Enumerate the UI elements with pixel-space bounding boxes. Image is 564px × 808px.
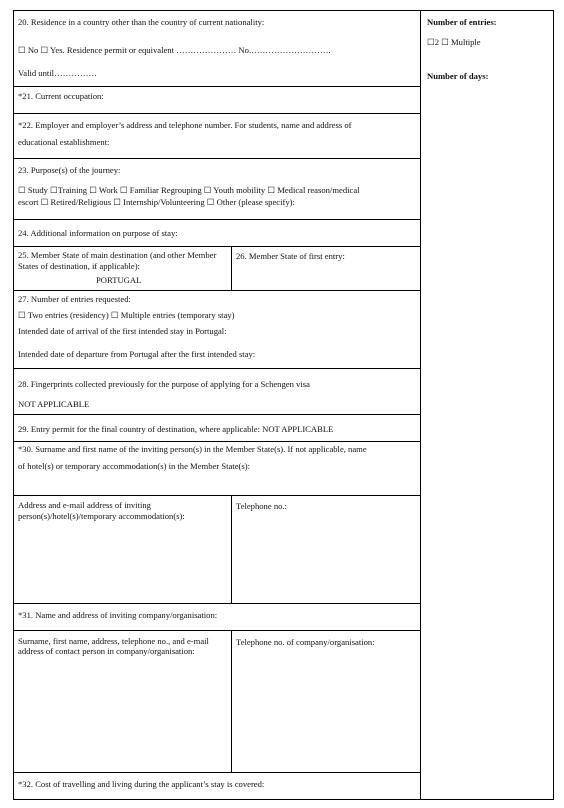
form-main-column [14,11,420,799]
field-32-cost-coverage[interactable] [14,773,420,799]
field-31-label: *31. Name and address of inviting company/organisation: [18,610,218,620]
field-20-residence [14,11,420,87]
field-27-options[interactable]: ☐ Two entries (residency) ☐ Multiple entries (temporary stay) [18,310,235,320]
field-31-contact-row [14,631,420,773]
field-30-phone-label[interactable]: Telephone no.: [236,501,287,511]
entries-options[interactable]: ☐2 ☐ Multiple [427,37,481,47]
field-32-label: *32. Cost of travelling and living during the applicant’s stay is covered: [18,779,265,789]
field-20-valid-until[interactable]: Valid until…………… [18,68,98,78]
field-21-label: *21. Current occupation: [18,91,104,101]
field-22-employer[interactable] [14,114,420,159]
field-30-inviting-person[interactable] [14,442,420,496]
field-27-entries [14,291,420,369]
field-23-purpose [14,159,420,220]
field-25-label: 25. Member State of main destination (and other Member States of destination, if applicable): [18,250,217,271]
official-use-column [420,11,554,799]
field-29-label: 29. Entry permit for the final country of destination, where applicable: NOT APPLICABLE [18,424,334,434]
field-23-options-line1[interactable]: ☐ Study ☐Training ☐ Work ☐ Familiar Regrouping ☐ Youth mobility ☐ Medical reason/medical [18,185,360,195]
entries-label: Number of entries: [427,17,497,27]
field-30-address-label[interactable]: Address and e-mail address of inviting person(s)/hotel(s)/temporary accommodation(s): [18,500,185,521]
field-24-label: 24. Additional information on purpose of stay: [18,228,178,238]
visa-application-form [13,10,554,800]
field-31-contact-label[interactable]: Surname, first name, address, telephone no., and e-mail address of contact person in company/organisation: [18,636,209,656]
field-25-26-row [14,247,420,291]
field-27-departure[interactable]: Intended date of departure from Portugal after the first intended stay: [18,349,256,359]
field-22-label-line1: *22. Employer and employer’s address and telephone number. For students, name and address of [18,120,352,130]
field-23-options-line2[interactable]: escort ☐ Retired/Religious ☐ Internship/Volunteering ☐ Other (please specify): [18,197,295,207]
field-30-contact-row [14,496,420,604]
field-20-label: 20. Residence in a country other than the country of current nationality: [18,17,265,27]
field-28-label: 28. Fingerprints collected previously for the purpose of applying for a Schengen visa [18,379,310,389]
field-25-value[interactable]: PORTUGAL [96,275,142,285]
field-30-label-line1: *30. Surname and first name of the inviting person(s) in the Member State(s). If not applicable, name [18,444,367,454]
field-24-additional-info[interactable] [14,220,420,247]
field-20-options[interactable]: ☐ No ☐ Yes. Residence permit or equivalent ………………… No.………………………. [18,45,331,55]
field-22-label-line2: educational establishment: [18,137,110,147]
field-28-value[interactable]: NOT APPLICABLE [18,399,90,409]
field-21-occupation[interactable] [14,87,420,114]
field-30-label-line2: of hotel(s) or temporary accommodation(s) in the Member State(s): [18,461,250,471]
field-27-arrival[interactable]: Intended date of arrival of the first intended stay in Portugal: [18,326,227,336]
field-31-divider [231,631,232,772]
field-29-entry-permit[interactable] [14,415,420,442]
field-23-label: 23. Purpose(s) of the journey: [18,165,121,175]
field-28-fingerprints [14,369,420,415]
field-25-26-divider [231,247,232,290]
field-31-inviting-company[interactable] [14,604,420,631]
field-27-label: 27. Number of entries requested: [18,294,131,304]
days-label: Number of days: [427,71,489,81]
field-31-phone-label[interactable]: Telephone no. of company/organisation: [236,637,375,647]
field-26-label[interactable]: 26. Member State of first entry: [236,251,345,261]
field-30-divider [231,496,232,603]
